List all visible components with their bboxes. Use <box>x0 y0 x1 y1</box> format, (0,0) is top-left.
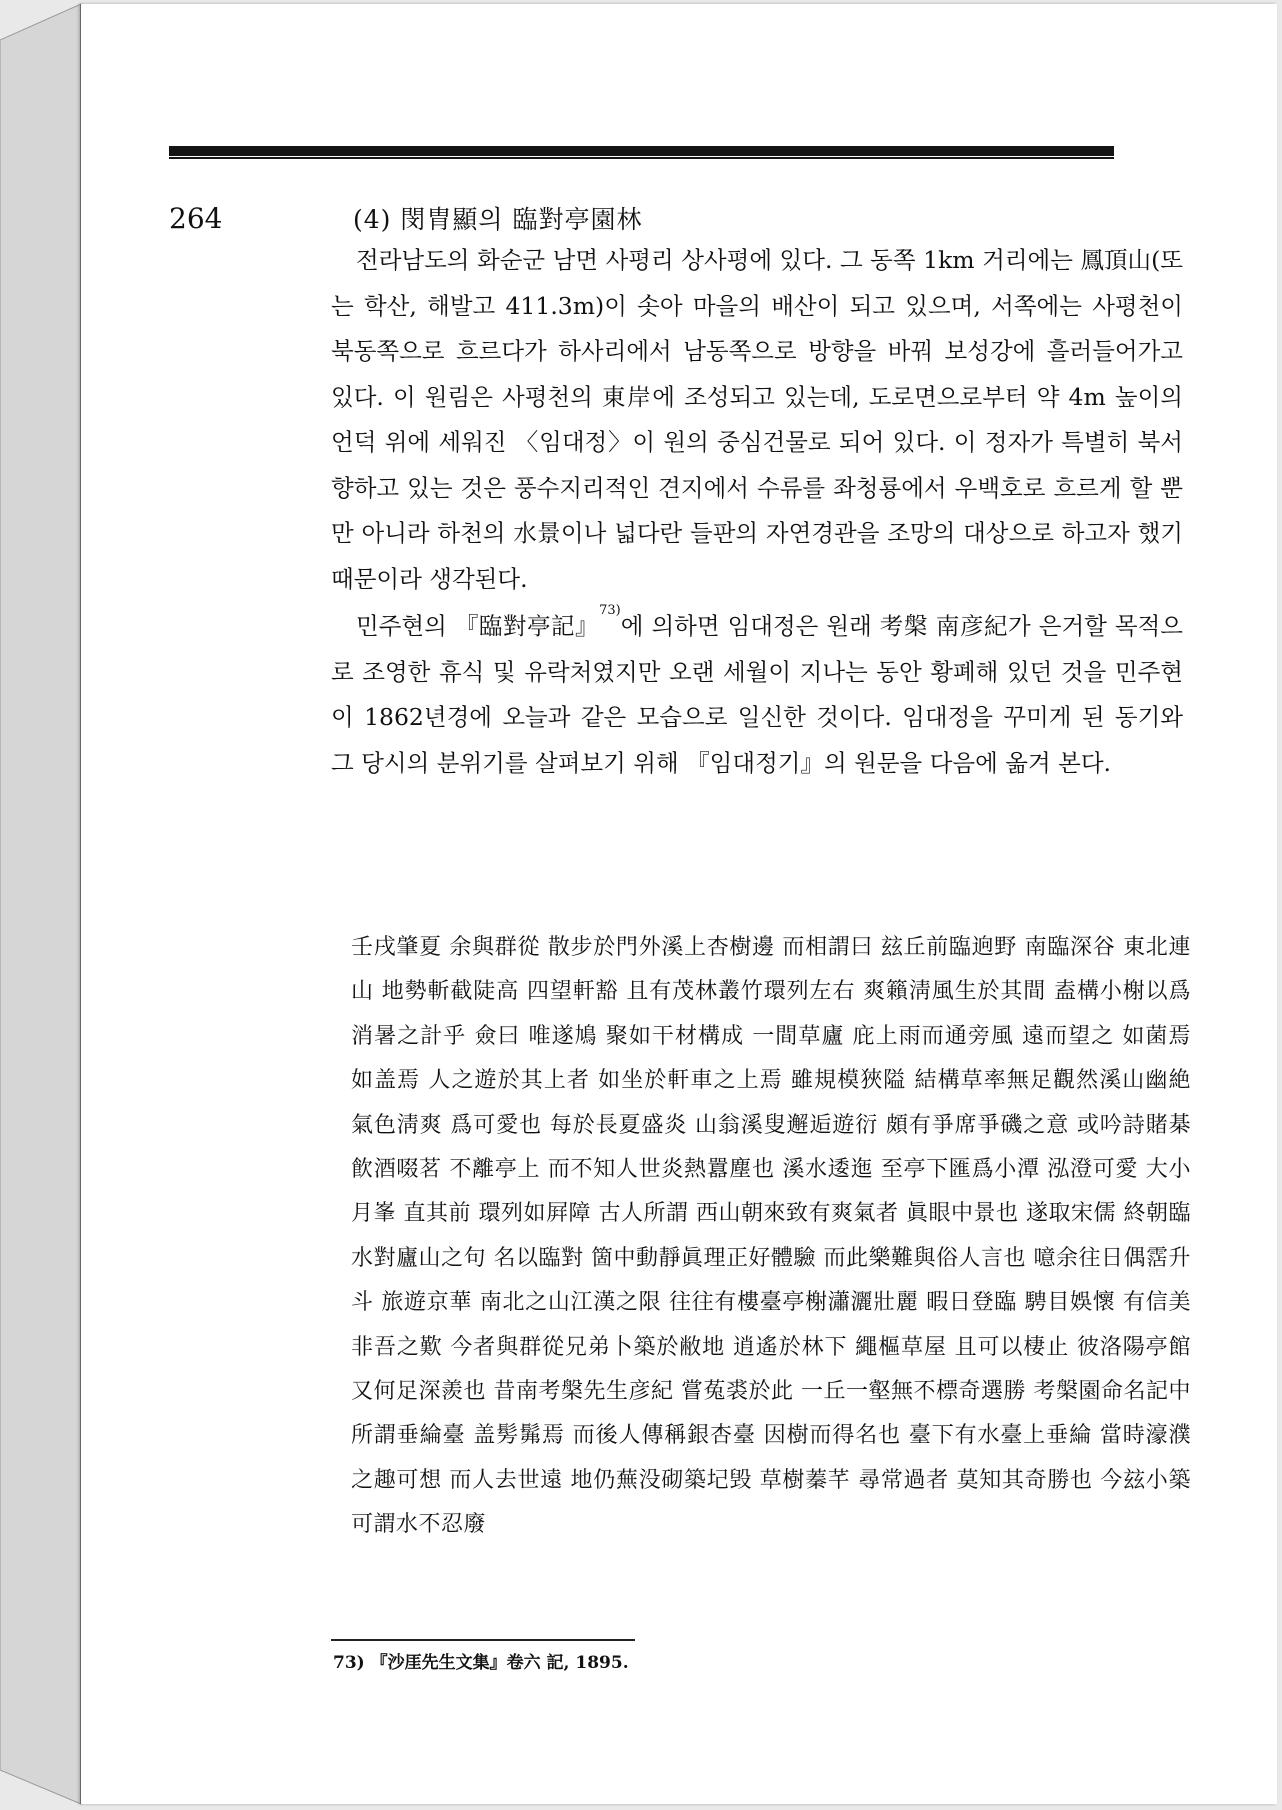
page-number: 264 <box>169 202 223 235</box>
paragraph-2-rest: 에 의하면 임대정은 원래 考槃 南彦紀가 은거할 목적으로 조영한 휴식 및 유락처였지만 오랜 세월이 지나는 동안 황폐해 있던 것을 민주현이 1862년경에 오늘과 같은 모습으로 일신한 것이다. 임대정을 꾸미게 된 동기와 그 당시의 분위기를 살펴보기 위해 『임대정기』의 원문을 다음에 옮겨 본다. <box>331 612 1183 777</box>
header-rule <box>169 146 1114 156</box>
classical-chinese-quote <box>351 926 1191 1548</box>
footnote-rule <box>331 1639 635 1641</box>
quote-text: 壬戌肇夏 余與群從 散步於門外溪上杏樹邊 而相謂曰 玆丘前臨逈野 南臨深谷 東北連山 地勢斬截陡高 四望軒豁 且有茂林叢竹環列左右 爽籟淸風生於其間 盍構小榭以爲消暑之計乎 僉曰 唯遂鳩 聚如干材構成 一間草廬 庇上雨而通旁風 遠而望之 如菌焉 如盖焉 人之遊於其上者 如坐於軒車之上焉 雖規模狹隘 結構草率無足觀然溪山幽絶 氣色淸爽 爲可愛也 每於長夏盛炎 山翁溪叟邂逅遊衍 頗有爭席爭磯之意 或吟詩賭棊飮酒啜茗 不離亭上 而不知人世炎熱囂塵也 溪水逶迤 至亭下匯爲小潭 泓澄可愛 大小月峯 直其前 環列如屛障 古人所謂 西山朝來致有爽氣者 眞眼中景也 遂取宋儒 終朝臨水對廬山之句 名以臨對 箇中動靜眞理正好體驗 而此樂難與俗人言也 噫余往日偶霑升斗 旅遊京華 南北之山江漢之限 往往有樓臺亭榭瀟灑壯麗 暇日登臨 騁目娛懷 有信美非吾之歎 今者與群從兄弟卜築於敝地 逍遙於林下 繩樞草屋 且可以棲止 彼洛陽亭館 又何足深羨也 昔南考槃先生彦紀 嘗菟裘於此 一丘一壑無不標奇選勝 考槃園命名記中 所謂垂綸臺 盖髣髴焉 而後人傳稱銀杏臺 因樹而得名也 臺下有水臺上垂綸 當時濠濮之趣可想 而人去世遠 地仍蕪没砌築圮毁 草樹蓁芊 尋常過者 莫知其奇勝也 今玆小築 可謂水不忍廢 <box>351 935 1191 1538</box>
paragraph-2 <box>331 604 1183 786</box>
body-text <box>331 238 1183 786</box>
footnote: 73) 『沙厓先生文集』卷六 記, 1895. <box>333 1653 629 1673</box>
paragraph-2-lead: 민주현의 『臨對亭記』 <box>356 612 600 640</box>
footnote-mark: 73) <box>599 603 621 618</box>
document-page <box>81 4 1277 1804</box>
section-heading: (4) 閔胄顯의 臨對亭園林 <box>353 205 643 234</box>
paragraph-1: 전라남도의 화순군 남면 사평리 상사평에 있다. 그 동쪽 1km 거리에는 鳳頂山(또는 학산, 해발고 411.3m)이 솟아 마을의 배산이 되고 있으며, 서쪽에는 사평천이 북동쪽으로 흐르다가 하사리에서 남동쪽으로 방향을 바꿔 보성강에 흘러들어가고 있다. 이 원림은 사평천의 東岸에 조성되고 있는데, 도로면으로부터 약 4m 높이의 언덕 위에 세워진 〈임대정〉이 원의 중심건물로 되어 있다. 이 정자가 특별히 북서향하고 있는 것은 풍수지리적인 견지에서 수류를 좌청룡에서 우백호로 흐르게 할 뿐만 아니라 하천의 水景이나 넓다란 들판의 자연경관을 조망의 대상으로 하고자 했기 때문이라 생각된다. <box>331 246 1183 593</box>
